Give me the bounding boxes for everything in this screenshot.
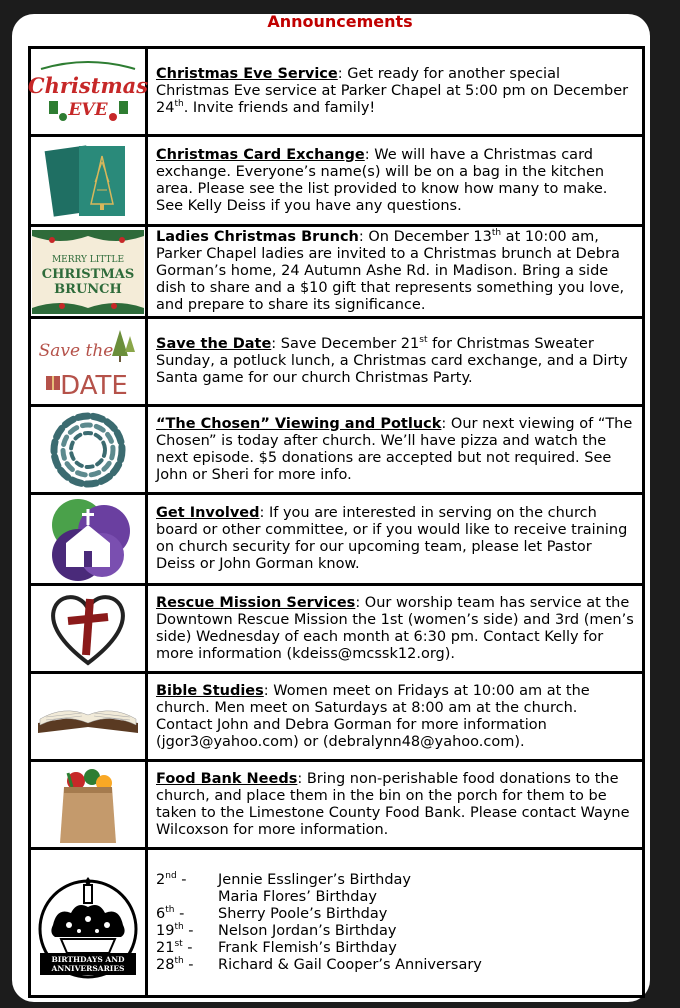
heart-cross-icon [30, 585, 147, 673]
ordinal-suffix: th [174, 99, 184, 110]
brunch-text [147, 226, 644, 318]
date-dash: - [176, 871, 187, 888]
get-involved-text [147, 494, 644, 585]
bible-studies-text [147, 673, 644, 761]
date-number: 19 [156, 922, 175, 939]
the-chosen-icon [30, 406, 147, 494]
list-item [156, 923, 634, 940]
heading-colon: : [297, 770, 303, 787]
heading-colon: : [364, 146, 370, 163]
cupcake-icon [30, 849, 147, 997]
event-text: Frank Flemish’s Birthday [218, 939, 397, 956]
event-text: Nelson Jordan’s Birthday [218, 922, 397, 939]
date-number: 6 [156, 905, 166, 922]
the-chosen-text [147, 406, 644, 494]
date-dash: - [174, 905, 185, 922]
table-row [30, 673, 644, 761]
item-heading: Christmas Card Exchange [156, 146, 365, 163]
item-body-tail: at 10:00 am, Parker Chapel ladies are invited to a Christmas brunch at Debra Gorman’s home, 24 Autumn Ashe Rd. in Madison. Bring a side dish to share and a $10 gift that represents something you love, and prepare to share its significance. [156, 229, 625, 313]
ordinal-suffix: th [174, 921, 184, 932]
christmas-icon-word: Christmas [27, 72, 149, 98]
item-heading: Bible Studies [156, 682, 264, 699]
item-heading: “The Chosen” Viewing and Potluck [156, 415, 442, 432]
event-text: Richard & Gail Cooper’s Anniversary [218, 956, 482, 973]
ordinal-suffix: st [174, 938, 183, 949]
save-the-date-text [147, 318, 644, 406]
food-bank-text [147, 761, 644, 849]
item-body: If you are interested in serving on the church board or other committee, or if you would like to receive training on church security for our upcoming team, please let Pastor Deiss or John Gorman know. [156, 505, 628, 572]
item-heading: Ladies Christmas Brunch [156, 229, 359, 245]
brunch-icon-line3: BRUNCH [54, 281, 122, 297]
event-text: Maria Flores’ Birthday [218, 888, 377, 905]
ordinal-suffix: th [491, 228, 502, 239]
ordinal-suffix: nd [165, 870, 177, 881]
christmas-eve-text [147, 48, 644, 136]
table-row [30, 585, 644, 673]
item-body: Bring non-perishable food donations to the church, and place them in the bin on the porch for them to be taken to the Limestone County Food Bank. Please contact Wayne Wilcoxson for more information. [156, 770, 630, 838]
bible-icon [30, 673, 147, 761]
brunch-icon [30, 226, 147, 318]
announcements-table [28, 46, 645, 998]
table-row [30, 136, 644, 226]
list-item [156, 957, 634, 974]
ordinal-suffix: th [174, 955, 184, 966]
heading-colon: : [337, 66, 343, 82]
grocery-bag-icon [30, 761, 147, 849]
date-number: 28 [156, 956, 175, 973]
heading-colon: : [259, 505, 265, 521]
date-dash: - [183, 956, 194, 973]
save-the-date-icon [30, 318, 147, 406]
item-body: Get ready for another special Christmas Eve service at Parker Chapel at 5:00 pm on December 24 [156, 66, 629, 116]
heading-colon: : [441, 415, 447, 432]
item-body: Our worship team has service at the Downtown Rescue Mission the 1st (women’s side) and 3rd (men’s side) Wednesday of each month at 6:30 pm. Contact Kelly for more information (kdeiss@mcssk12.org). [156, 594, 634, 662]
brunch-icon-line2: CHRISTMAS [41, 266, 135, 282]
rescue-mission-text [147, 585, 644, 673]
christmas-eve-icon [27, 48, 149, 136]
list-item [156, 940, 634, 957]
item-heading: Rescue Mission Services [156, 594, 356, 611]
item-body: Our next viewing of “The Chosen” is today after church. We’ll have pizza and watch the next episode. $5 donations are accepted but not required. See John or Sheri for more info. [156, 415, 633, 483]
date-number: 21 [156, 939, 175, 956]
heading-colon: : [271, 336, 277, 352]
eve-icon-word: EVE [68, 99, 108, 120]
date-dash: - [183, 922, 194, 939]
item-heading: Christmas Eve Service [156, 66, 338, 82]
birthdays-list [147, 849, 644, 997]
heading-colon: : [263, 682, 269, 699]
save-icon-word: Save the [38, 340, 114, 361]
table-row [30, 48, 644, 136]
heading-colon: : [355, 594, 361, 611]
brunch-icon-line1: MERRY LITTLE [51, 254, 125, 265]
item-body: We will have a Christmas card exchange. Everyone’s name(s) will be on a bag in the kitchen area. Please see the list provided to know how many to make. See Kelly Deiss if you have any questions. [156, 146, 608, 214]
table-row [30, 318, 644, 406]
table-row [30, 761, 644, 849]
item-body-tail: for Christmas Sweater Sunday, a potluck lunch, a Christmas card exchange, and a Dirty Santa game for our church Christmas Party. [156, 336, 628, 386]
heading-colon: : [358, 229, 364, 245]
card-exchange-text [147, 136, 644, 226]
item-body: Women meet on Fridays at 10:00 am at the church. Men meet on Saturdays at 8:00 am at the church. Contact John and Debra Gorman for more information (jgor3@yahoo.com) or (debralynn48@yahoo.com). [156, 682, 590, 750]
date-number: 2 [156, 871, 166, 888]
event-text: Jennie Esslinger’s Birthday [218, 871, 411, 888]
christmas-card-icon [30, 136, 147, 226]
list-item [156, 906, 634, 923]
item-body-tail: . Invite friends and family! [183, 100, 376, 116]
item-body: Save December 21 [276, 336, 420, 352]
event-text: Sherry Poole’s Birthday [218, 905, 388, 922]
date-icon-word: DATE [60, 370, 128, 401]
table-row [30, 849, 644, 997]
table-row [30, 494, 644, 585]
cupcake-icon-label: BIRTHDAYS AND ANNIVERSARIES [51, 954, 125, 973]
table-row [30, 226, 644, 318]
date-dash: - [182, 939, 193, 956]
item-heading: Save the Date [156, 336, 272, 352]
church-icon [30, 494, 147, 585]
ordinal-suffix: th [165, 904, 175, 915]
list-item [156, 872, 634, 889]
page-title: Announcements [267, 12, 413, 31]
item-body: On December 13 [363, 229, 492, 245]
item-heading: Get Involved [156, 505, 260, 521]
list-item [156, 889, 634, 906]
item-heading: Food Bank Needs [156, 770, 298, 787]
table-row [30, 406, 644, 494]
ordinal-suffix: st [419, 335, 428, 346]
